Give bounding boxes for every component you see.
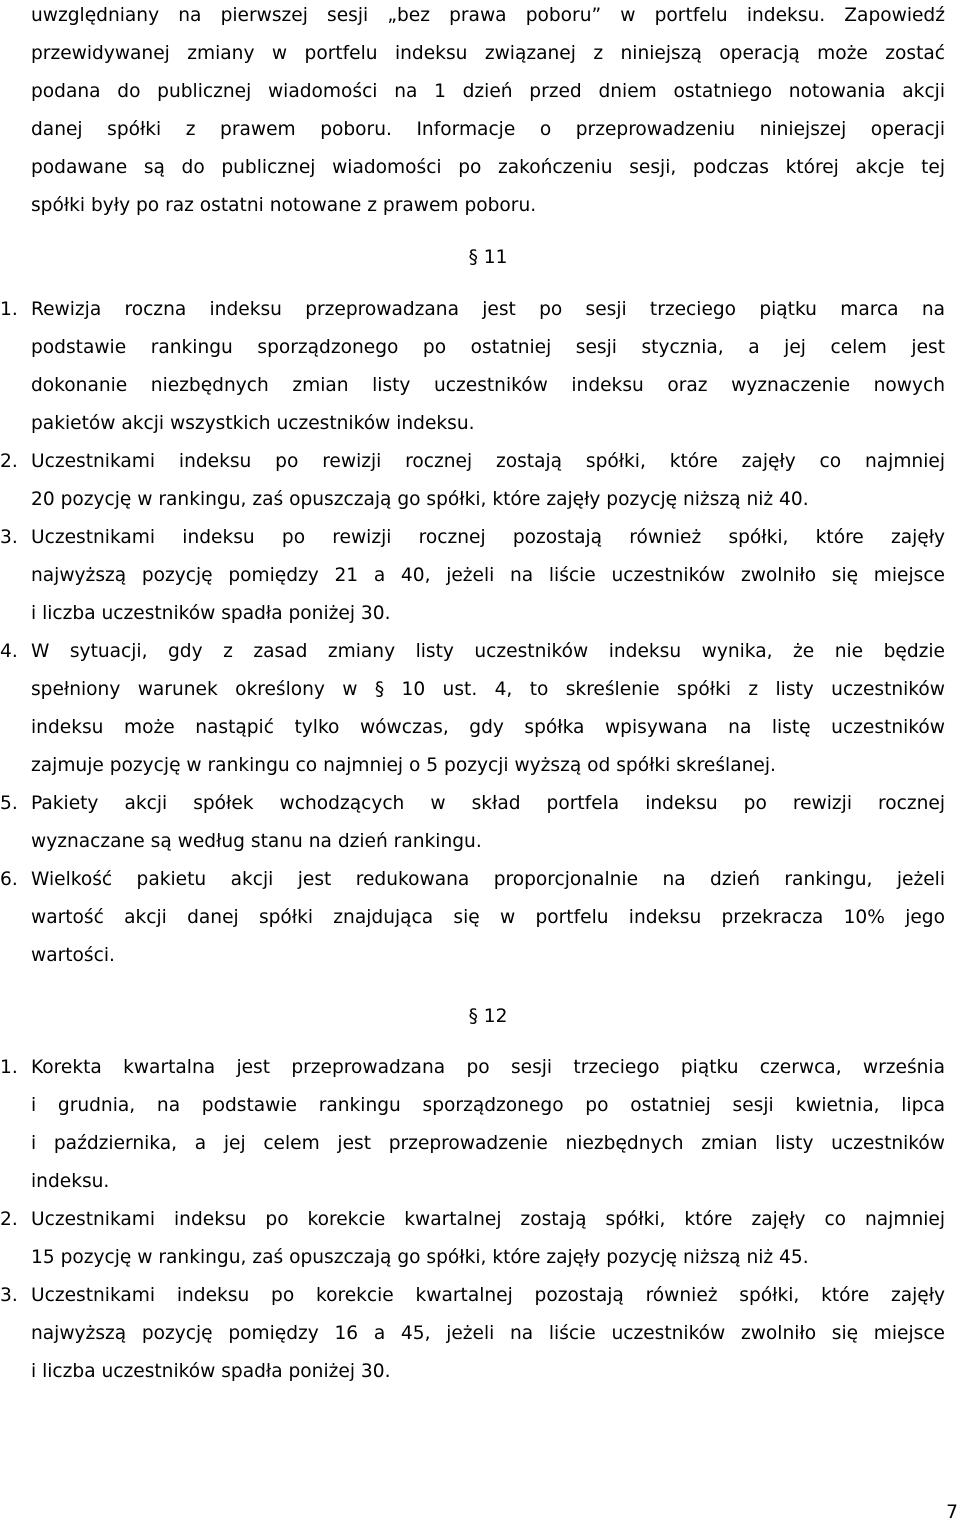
list-number: 1. xyxy=(0,299,18,320)
text-line: dokonanie niezbędnych zmian listy uczestników indeksu oraz wyznaczenie nowych xyxy=(31,375,945,396)
list-item xyxy=(0,785,945,861)
text-line: zajmuje pozycję w rankingu co najmniej o 5 pozycji wyższą od spółki skreślanej. xyxy=(31,755,776,776)
text-line: przewidywanej zmiany w portfelu indeksu związanej z niniejszą operacją może zostać xyxy=(31,43,945,64)
page-number: 7 xyxy=(946,1502,958,1523)
text-line: Pakiety akcji spółek wchodzących w skład portfela indeksu po rewizji rocznej xyxy=(31,793,945,814)
list-number: 3. xyxy=(0,527,18,548)
list-item xyxy=(0,291,945,443)
list-number: 4. xyxy=(0,641,18,662)
list-item xyxy=(0,861,945,975)
text-line: podana do publicznej wiadomości na 1 dzień przed dniem ostatniego notowania akcji xyxy=(31,81,945,102)
list-number: 2. xyxy=(0,1209,18,1230)
text-line: wartości. xyxy=(31,945,115,966)
list-number: 2. xyxy=(0,451,18,472)
section-heading-11: § 11 xyxy=(468,247,508,268)
text-line: uwzględniany na pierwszej sesji „bez prawa poboru” w portfelu indeksu. Zapowiedź xyxy=(31,5,945,26)
text-line: najwyższą pozycję pomiędzy 21 a 40, jeżeli na liście uczestników zwolniło się miejsce xyxy=(31,565,945,586)
list-number: 6. xyxy=(0,869,18,890)
text-line: i liczba uczestników spadła poniżej 30. xyxy=(31,603,391,624)
text-line: spełniony warunek określony w § 10 ust. 4, to skreślenie spółki z listy uczestników xyxy=(31,679,945,700)
text-line: Uczestnikami indeksu po rewizji rocznej pozostają również spółki, które zajęły xyxy=(31,527,945,548)
text-line: Wielkość pakietu akcji jest redukowana proporcjonalnie na dzień rankingu, jeżeli xyxy=(31,869,945,890)
text-line: Uczestnikami indeksu po rewizji rocznej zostają spółki, które zajęły co najmniej xyxy=(31,451,945,472)
section-heading-12: § 12 xyxy=(468,1006,508,1027)
text-line: Korekta kwartalna jest przeprowadzana po sesji trzeciego piątku czerwca, września xyxy=(31,1057,945,1078)
text-line: podawane są do publicznej wiadomości po zakończeniu sesji, podczas której akcje tej xyxy=(31,157,945,178)
section-12-body xyxy=(0,1049,945,1391)
text-line: wyznaczane są według stanu na dzień rankingu. xyxy=(31,831,482,852)
text-line: indeksu. xyxy=(31,1171,110,1192)
text-line: Uczestnikami indeksu po korekcie kwartalnej pozostają również spółki, które zajęły xyxy=(31,1285,945,1306)
text-line: i grudnia, na podstawie rankingu sporządzonego po ostatniej sesji kwietnia, lipca xyxy=(31,1095,945,1116)
list-item xyxy=(0,1049,945,1201)
text-line: wartość akcji danej spółki znajdująca się w portfelu indeksu przekracza 10% jego xyxy=(31,907,945,928)
text-line: i liczba uczestników spadła poniżej 30. xyxy=(31,1361,391,1382)
section-11-body xyxy=(0,291,945,975)
list-item xyxy=(0,519,945,633)
list-number: 5. xyxy=(0,793,18,814)
text-line: danej spółki z prawem poboru. Informacje o przeprowadzeniu niniejszej operacji xyxy=(31,119,945,140)
text-line: W sytuacji, gdy z zasad zmiany listy uczestników indeksu wynika, że nie będzie xyxy=(31,641,945,662)
intro-paragraph xyxy=(31,0,945,225)
text-line: pakietów akcji wszystkich uczestników indeksu. xyxy=(31,413,475,434)
list-number: 1. xyxy=(0,1057,18,1078)
text-line: 20 pozycję w rankingu, zaś opuszczają go spółki, które zajęły pozycję niższą niż 40. xyxy=(31,489,809,510)
text-line: i października, a jej celem jest przeprowadzenie niezbędnych zmian listy uczestników xyxy=(31,1133,945,1154)
list-item xyxy=(0,443,945,519)
text-line: podstawie rankingu sporządzonego po ostatniej sesji stycznia, a jej celem jest xyxy=(31,337,945,358)
text-line: indeksu może nastąpić tylko wówczas, gdy spółka wpisywana na listę uczestników xyxy=(31,717,945,738)
text-line: spółki były po raz ostatni notowane z prawem poboru. xyxy=(31,195,537,216)
list-item xyxy=(0,633,945,785)
text-line: 15 pozycję w rankingu, zaś opuszczają go spółki, które zajęły pozycję niższą niż 45. xyxy=(31,1247,809,1268)
list-item xyxy=(0,1201,945,1277)
text-line: najwyższą pozycję pomiędzy 16 a 45, jeżeli na liście uczestników zwolniło się miejsce xyxy=(31,1323,945,1344)
text-line: Rewizja roczna indeksu przeprowadzana jest po sesji trzeciego piątku marca na xyxy=(31,299,945,320)
text-line: Uczestnikami indeksu po korekcie kwartalnej zostają spółki, które zajęły co najmniej xyxy=(31,1209,945,1230)
list-number: 3. xyxy=(0,1285,18,1306)
list-item xyxy=(0,1277,945,1391)
